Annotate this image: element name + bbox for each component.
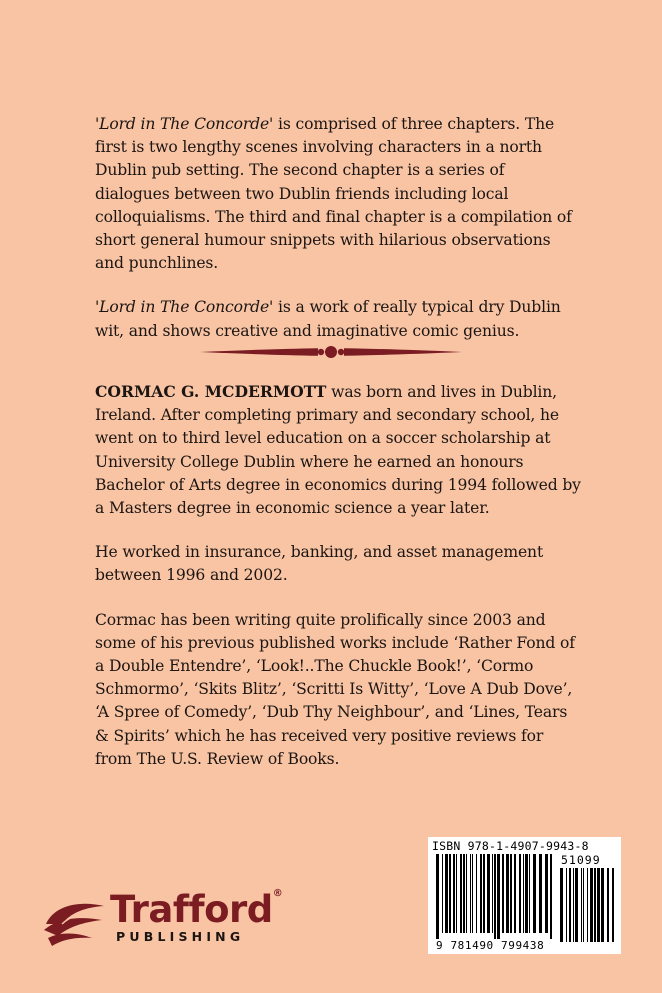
barcode-bar xyxy=(445,854,448,933)
barcode-bar xyxy=(456,854,457,933)
description-paragraph-2 xyxy=(95,296,583,342)
price-code: 51099 xyxy=(561,853,601,867)
bio-paragraph-3: Cormac has been writing quite prolifically since 2003 and some of his previous published works include ‘Rather Fond of a Double Entendre’, ‘Look!..The Chuckle Book!’, ‘Cormo Schmormo’, ‘Skits Blitz’, ‘Scritti Is Witty’, ‘Love A Dub Dove’, ‘A Spree of Comedy’, ‘Dub Thy Neighbour’, and ‘Lines, Tears & Spirits’ which he has received very positive reviews for from The U.S. Review of Books. xyxy=(95,610,575,768)
barcode-bar xyxy=(494,854,496,939)
ean-number: 9 781490 799438 xyxy=(436,939,545,952)
barcode-bar xyxy=(583,868,584,942)
publisher-name xyxy=(110,888,282,931)
barcode-bar xyxy=(497,854,500,939)
barcode-bar xyxy=(506,854,509,933)
registered-mark: ® xyxy=(272,888,283,899)
bio-paragraph-2: He worked in insurance, banking, and asset management between 1996 and 2002. xyxy=(95,543,544,585)
barcode-bar xyxy=(492,854,493,933)
barcode-bar xyxy=(453,854,455,933)
barcode-bar xyxy=(487,854,490,933)
author-bio xyxy=(95,380,583,792)
publisher-subtitle: PUBLISHING xyxy=(116,929,245,944)
barcode-bar xyxy=(575,868,578,942)
barcode-bar xyxy=(533,854,536,933)
barcode-bar xyxy=(597,868,600,942)
barcode-bar xyxy=(449,854,451,933)
book-title-italic-2: 'Lord in The Concorde' xyxy=(95,298,274,317)
barcode-bar xyxy=(436,854,439,939)
barcode-bar xyxy=(560,868,563,942)
barcode-bar xyxy=(466,854,467,933)
barcode-bar xyxy=(463,854,465,933)
barcode-bar xyxy=(514,854,516,933)
barcode-bar xyxy=(519,854,521,933)
barcode-bar xyxy=(470,854,471,933)
isbn-label: ISBN 978-1-4907-9943-8 xyxy=(432,839,589,853)
book-swoosh-icon xyxy=(40,894,108,948)
description-paragraph-1 xyxy=(95,113,583,275)
barcode-bar xyxy=(502,854,504,933)
author-name: CORMAC G. MCDERMOTT xyxy=(95,382,327,401)
barcode-bar xyxy=(587,868,588,942)
barcode-bar xyxy=(523,854,524,933)
barcode-bar xyxy=(545,854,548,933)
barcode-bar xyxy=(472,854,473,933)
publisher-logo xyxy=(40,888,290,952)
book-description xyxy=(95,113,583,364)
bio-text-1: was born and lives in Dublin, Ireland. After completing primary and secondary school, he went on to third level education on a soccer scholarship at University College Dublin where he earned an honours Bachelor of Arts degree in economics during 1994 followed by a Masters degree in economic science a year later. xyxy=(95,383,581,518)
isbn-barcode xyxy=(428,837,621,954)
barcode-bar xyxy=(480,854,482,933)
barcode-bar xyxy=(483,854,485,933)
description-text-1: is comprised of three chapters. The first is two lengthy scenes involving characters in a north Dublin pub setting. The second chapter is a series of dialogues between two Dublin friends including local colloquialisms. The third and final chapter is a compilation of short general humour snippets with hilarious observations and punchlines. xyxy=(95,115,572,273)
barcode-bar xyxy=(612,868,614,942)
barcode-bar xyxy=(525,854,528,933)
book-title-italic: 'Lord in The Concorde' xyxy=(95,115,274,133)
barcode-bar xyxy=(573,868,574,942)
barcode-bar xyxy=(460,854,462,933)
barcode-bar xyxy=(442,854,443,933)
publisher-name-text: Trafford xyxy=(110,888,273,931)
ean-bars xyxy=(436,854,554,939)
barcode-bar xyxy=(581,868,582,942)
barcode-bar xyxy=(510,854,512,933)
barcode-bar xyxy=(590,868,593,942)
divider-ornament xyxy=(200,343,462,361)
addon-bars xyxy=(560,868,615,948)
barcode-bar xyxy=(566,868,567,942)
barcode-bar xyxy=(529,854,530,933)
bio-paragraph-1 xyxy=(95,380,583,520)
barcode-bar xyxy=(539,854,542,933)
barcode-bar xyxy=(607,868,609,942)
barcode-bar xyxy=(594,868,596,942)
barcode-bar xyxy=(476,854,477,933)
barcode-bar xyxy=(569,868,571,942)
description-text-2: is a work of really typical dry Dublin wit, and shows creative and imaginative comic genius. xyxy=(95,298,561,340)
barcode-bar xyxy=(601,868,604,942)
barcode-bar xyxy=(550,854,552,939)
